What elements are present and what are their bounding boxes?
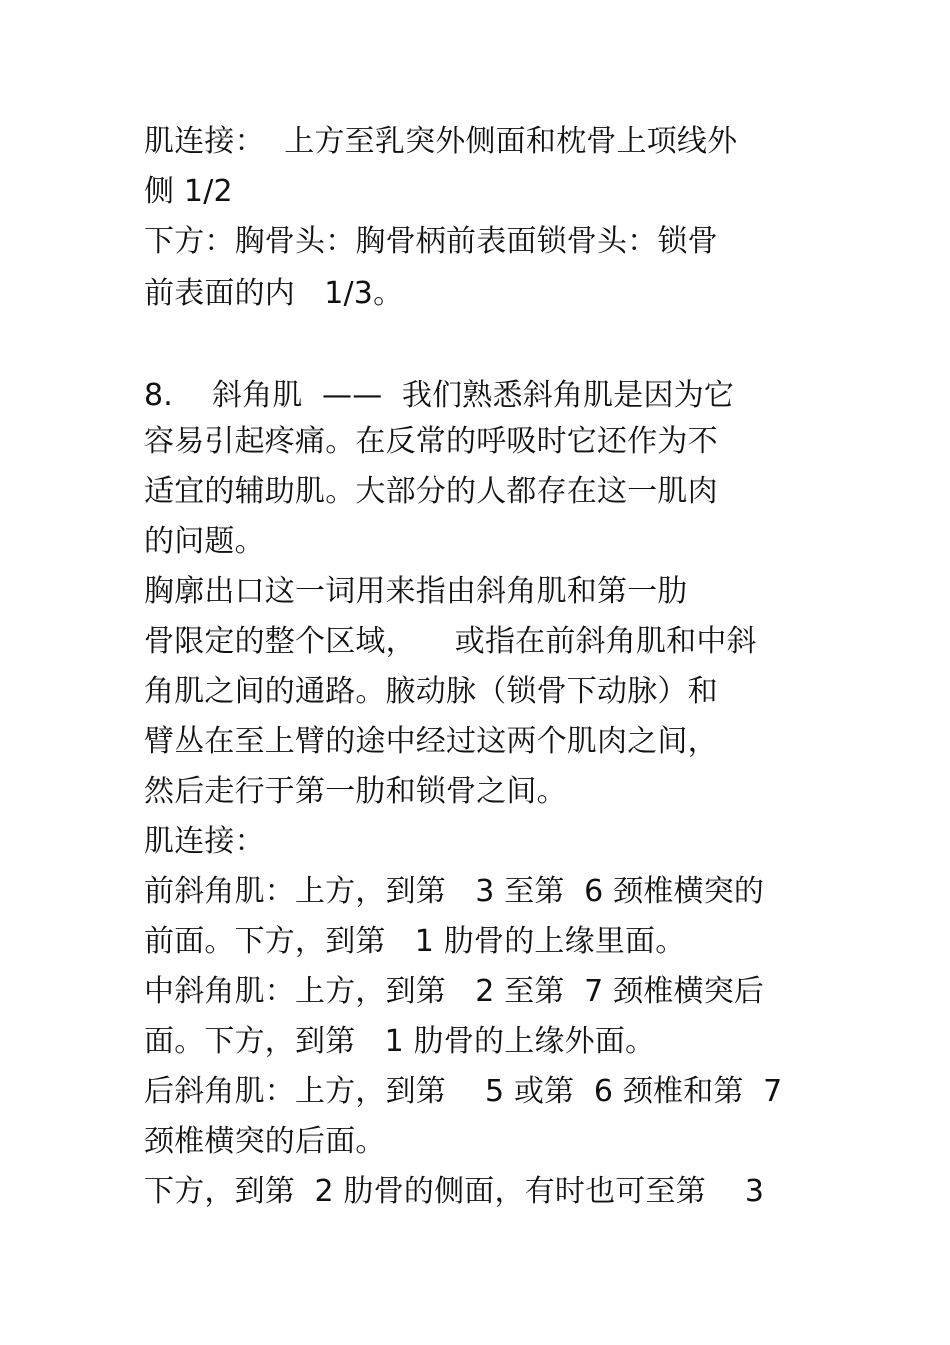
text-line: 后斜角肌：上方，到第 5 或第 6 颈椎和第 7 (144, 1074, 783, 1109)
text-line: 面。下方，到第 1 肋骨的上缘外面。 (144, 1024, 656, 1059)
text-line: 肌连接： 上方至乳突外侧面和枕骨上项线外 (144, 124, 738, 159)
text-line: 然后走行于第一肋和锁骨之间。 (144, 774, 567, 809)
text-line: 臂丛在至上臂的途中经过这两个肌肉之间， (144, 724, 718, 759)
text-line: 胸廓出口这一词用来指由斜角肌和第一肋 (144, 574, 688, 609)
text-line: 骨限定的整个区域， 或指在前斜角肌和中斜 (144, 624, 757, 659)
text-line: 侧 1/2 (144, 174, 233, 209)
text-line: 角肌之间的通路。腋动脉（锁骨下动脉）和 (144, 674, 718, 709)
text-line: 的问题。 (144, 524, 265, 559)
text-line: 适宜的辅助肌。大部分的人都存在这一肌肉 (144, 474, 718, 509)
text-line: 前斜角肌：上方，到第 3 至第 6 颈椎横突的 (144, 874, 765, 909)
text-line: 肌连接： (144, 824, 265, 859)
section-heading-line: 8. 斜角肌 —— 我们熟悉斜角肌是因为它 (144, 378, 735, 413)
text-line: 下方，到第 2 肋骨的侧面，有时也可至第 3 (144, 1174, 765, 1209)
text-line: 前面。下方，到第 1 肋骨的上缘里面。 (144, 924, 686, 959)
text-line: 前表面的内 1/3。 (144, 276, 404, 311)
text-line: 容易引起疼痛。在反常的呼吸时它还作为不 (144, 424, 718, 459)
text-line: 中斜角肌：上方，到第 2 至第 7 颈椎横突后 (144, 974, 765, 1009)
text-line: 下方：胸骨头：胸骨柄前表面锁骨头：锁骨 (144, 224, 718, 259)
text-line: 颈椎横突的后面。 (144, 1124, 386, 1159)
